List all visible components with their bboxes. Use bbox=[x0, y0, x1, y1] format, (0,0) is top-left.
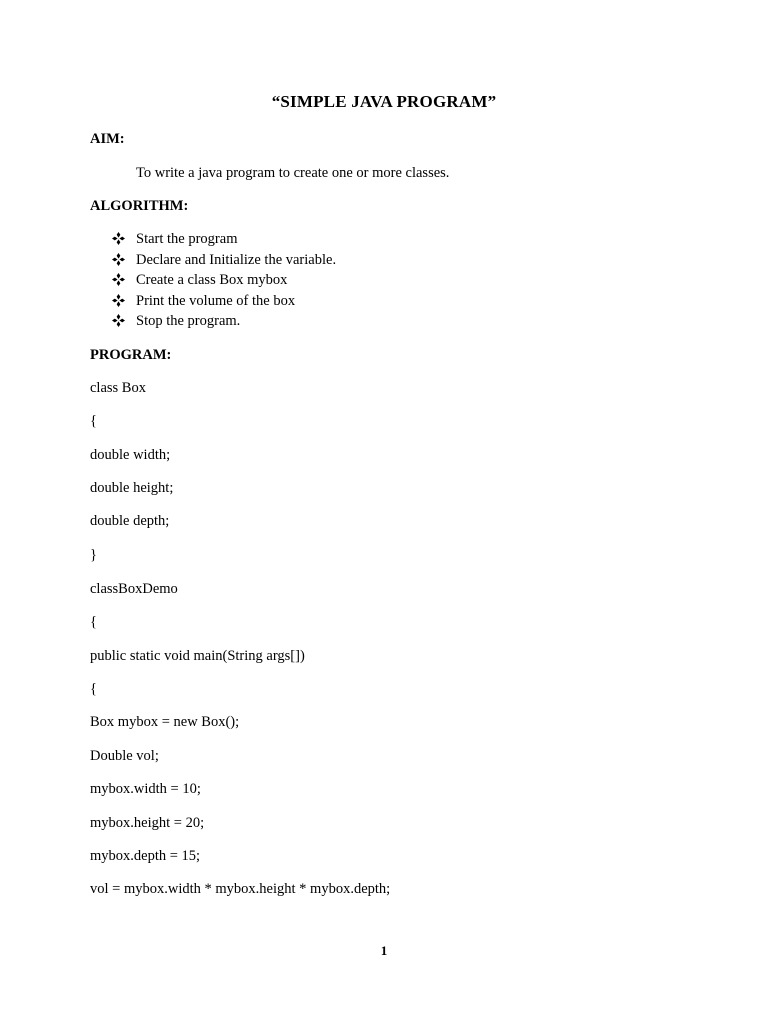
four-diamond-bullet-icon bbox=[112, 253, 125, 266]
code-line: } bbox=[90, 547, 97, 563]
algorithm-step-text: Create a class Box mybox bbox=[136, 272, 288, 288]
four-diamond-bullet-icon bbox=[112, 232, 125, 245]
code-line: Double vol; bbox=[90, 748, 159, 764]
code-line: vol = mybox.width * mybox.height * mybox.depth; bbox=[90, 881, 391, 897]
code-line: class Box bbox=[90, 380, 146, 396]
four-diamond-bullet-icon bbox=[112, 314, 125, 327]
aim-heading: AIM: bbox=[90, 131, 125, 147]
algorithm-steps-list bbox=[112, 231, 336, 334]
code-line: { bbox=[90, 614, 97, 630]
code-line: { bbox=[90, 413, 97, 429]
four-diamond-bullet-icon bbox=[112, 273, 125, 286]
code-line: Box mybox = new Box(); bbox=[90, 714, 240, 730]
algorithm-step-text: Start the program bbox=[136, 231, 238, 247]
algorithm-heading: ALGORITHM: bbox=[90, 198, 189, 214]
algorithm-step-text: Print the volume of the box bbox=[136, 292, 296, 309]
algorithm-step bbox=[112, 293, 336, 314]
code-line: mybox.width = 10; bbox=[90, 781, 201, 797]
page-title: “SIMPLE JAVA PROGRAM” bbox=[271, 92, 497, 111]
code-line: double width; bbox=[90, 447, 171, 463]
code-line: double height; bbox=[90, 480, 174, 496]
aim-text: To write a java program to create one or more classes. bbox=[136, 165, 450, 181]
program-heading: PROGRAM: bbox=[90, 347, 172, 363]
code-line: mybox.height = 20; bbox=[90, 815, 205, 831]
algorithm-step-text: Declare and Initialize the variable. bbox=[136, 251, 337, 268]
page-number: 1 bbox=[380, 943, 388, 958]
algorithm-step bbox=[112, 252, 336, 273]
code-line: double depth; bbox=[90, 513, 170, 529]
code-line: public static void main(String args[]) bbox=[90, 648, 305, 664]
algorithm-step bbox=[112, 231, 336, 252]
algorithm-step-text: Stop the program. bbox=[136, 313, 241, 329]
code-line: mybox.depth = 15; bbox=[90, 848, 201, 864]
code-line: { bbox=[90, 681, 97, 697]
four-diamond-bullet-icon bbox=[112, 294, 125, 307]
code-line: classBoxDemo bbox=[90, 581, 178, 597]
algorithm-step bbox=[112, 313, 336, 334]
algorithm-step bbox=[112, 272, 336, 293]
